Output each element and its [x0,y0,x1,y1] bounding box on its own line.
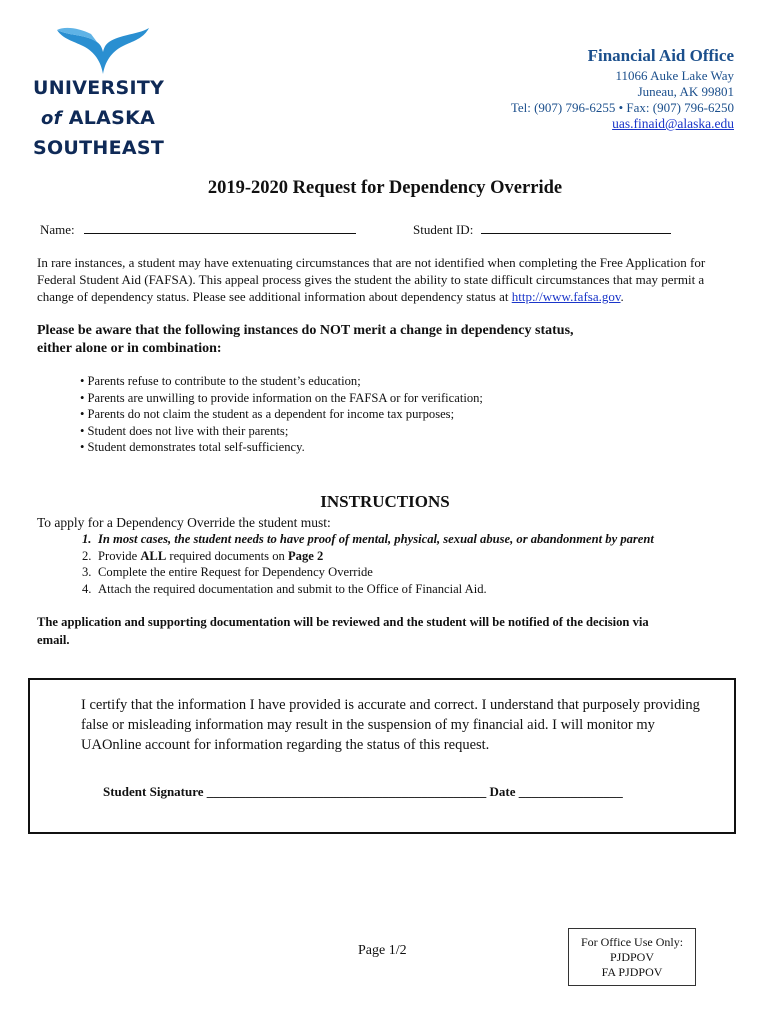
intro-after-link: . [620,289,624,304]
form-title: 2019-2020 Request for Dependency Override [207,178,563,198]
name-field-row [40,222,356,238]
intro-paragraph [37,254,735,305]
certification-text [81,695,731,755]
step-1 [82,531,654,548]
step-2-text-d: Page 2 [287,548,324,563]
step-2-text-c: required documents on [166,548,288,563]
office-use-code1: PJDPOV [609,950,654,964]
office-use-code2: FA PJDPOV [601,965,663,979]
step-2-text-a: Provide [98,548,141,563]
signature-label: Student Signature [103,784,204,799]
list-item: • Parents do not claim the student as a dependent for income tax purposes; [80,407,455,421]
office-address-line1: 11066 Auke Lake Way [615,68,734,83]
step-3-text: Complete the entire Request for Dependency Override [98,565,373,579]
step-4-number: 4. [82,581,92,596]
certification-line3: UAOnline account for information regarding the status of this request. [81,737,490,753]
logo-text-of: of [41,108,62,129]
whale-tail-icon [55,22,151,74]
step-3 [82,564,654,581]
instructions-steps [82,531,654,597]
instructions-heading: INSTRUCTIONS [320,492,450,511]
date-field[interactable]: ________________ [518,784,623,799]
signature-row [103,784,623,800]
intro-text: In rare instances, a student may have extenuating circumstances that are not identified when completing the Free Application for Federal Student Aid (FAFSA). This appeal process gives the student the ability to state difficult circumstances that may permit a change of dependency status. Please see additional information about dependency status at [37,255,706,304]
warning-heading [37,322,737,358]
student-id-row [413,222,671,238]
student-id-label: Student ID: [413,222,474,237]
name-label: Name: [40,222,75,237]
logo-text-alaska-name: ALASKA [68,107,156,129]
office-use-box [568,928,696,986]
step-4-text: Attach the required documentation and submit to the Office of Financial Aid. [98,581,487,596]
office-contact-block [511,48,734,132]
name-field[interactable] [84,233,356,234]
step-2 [82,548,654,565]
review-note-line2: email. [37,633,70,647]
step-2-number: 2. [82,548,92,563]
office-address-line2: Juneau, AK 99801 [637,84,734,99]
university-logo [33,22,173,162]
signature-field[interactable]: ___________________________________________ [206,784,487,799]
certification-line1: I certify that the information I have provided is accurate and correct. I understand that purposely providing [81,697,700,713]
step-3-number: 3. [82,565,92,579]
list-item: • Parents refuse to contribute to the student’s education; [80,374,361,388]
logo-text-alaska [41,107,155,129]
review-note-line1: The application and supporting documentation will be reviewed and the student will be notified of the decision via [37,615,649,629]
instructions-lead: To apply for a Dependency Override the student must: [37,515,331,530]
list-item: • Parents are unwilling to provide information on the FAFSA or for verification; [80,390,483,405]
logo-text-university: UNIVERSITY [33,77,165,99]
office-title: Financial Aid Office [587,46,734,65]
warning-line1: Please be aware that the following instances do NOT merit a change in dependency status, [37,323,574,338]
logo-text-southeast: SOUTHEAST [33,137,165,159]
review-note [37,613,737,649]
list-item: • Student demonstrates total self-sufficiency. [80,440,305,454]
certification-line2: false or misleading information may result in the suspension of my financial aid. I will monitor my [81,717,655,733]
office-phone-fax: Tel: (907) 796-6255 • Fax: (907) 796-6250 [510,100,734,115]
office-use-title: For Office Use Only: [580,935,684,949]
step-4 [82,581,654,598]
fafsa-link[interactable]: http://www.fafsa.gov [511,289,621,304]
step-2-text-b: ALL [140,548,167,563]
warning-line2: either alone or in combination: [37,341,222,356]
list-item: • Student does not live with their parents; [80,423,289,438]
step-1-number: 1. [82,532,92,546]
excluded-instances-list [80,373,483,456]
student-id-field[interactable] [481,233,671,234]
date-label: Date [489,784,516,799]
office-email-link[interactable]: uas.finaid@alaska.edu [612,116,734,131]
step-1-text: In most cases, the student needs to have proof of mental, physical, sexual abuse, or abandonment by parent [98,532,654,546]
page-number: Page 1/2 [358,943,407,958]
